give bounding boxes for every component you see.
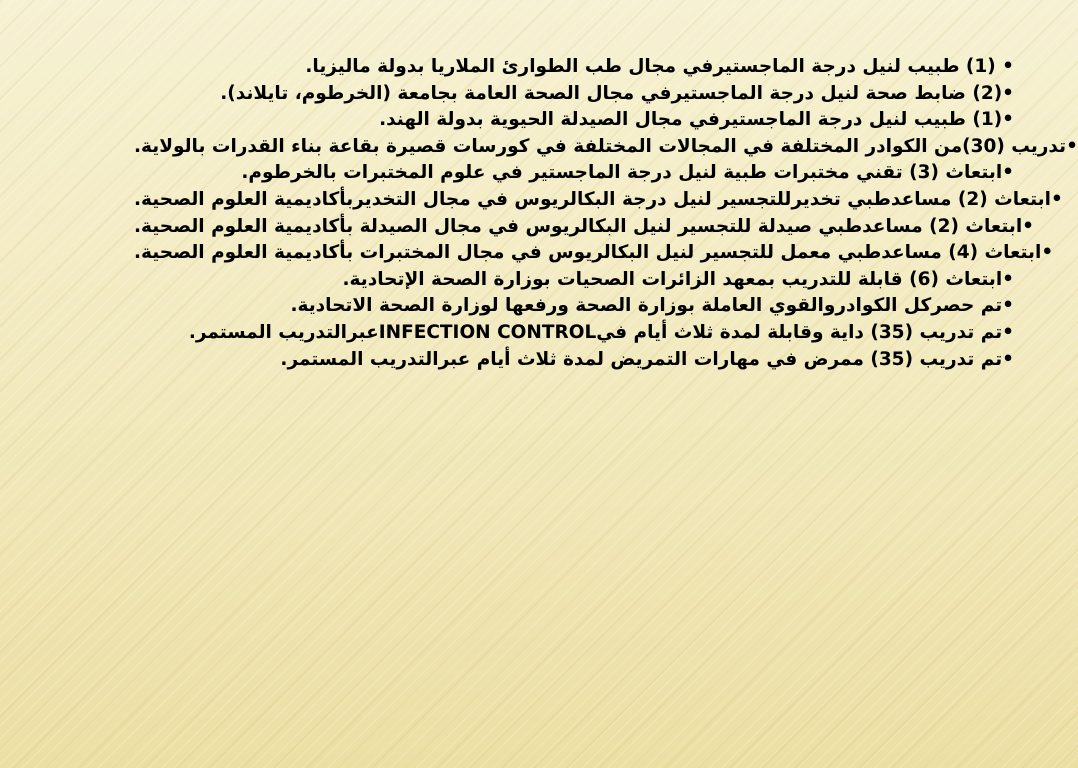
- list-item-text: •ابتعاث (4) مساعدطبي معمل للتجسير لنيل البكالريوس في مجال المختبرات بأكاديمية العلوم الصحية.: [134, 242, 1054, 264]
- list-item-text: • (1) طبيب لنيل درجة الماجستيرفي مجال طب الطوارئ الملاريا بدولة ماليزيا.: [305, 56, 1014, 77]
- list-item: [134, 267, 1014, 294]
- list-item: [134, 347, 1014, 374]
- list-item: [134, 134, 1078, 161]
- list-item-text: •تم تدريب (35) ممرض في مهارات التمريض لمدة ثلاث أيام عبرالتدريب المستمر.: [280, 348, 1014, 370]
- list-item: [134, 81, 1014, 108]
- list-item-text: •تم تدريب (35) داية وقابلة لمدة ثلاث أيام فيINFECTION CONTROLعبرالتدريب المستمر.: [188, 321, 1014, 343]
- bullet-list: [134, 54, 1078, 373]
- list-item-text: •ابتعاث (2) مساعدطبي تخديرللتجسير لنيل درجة البكالريوس في مجال التخديربأكاديمية العلوم الصحية.: [134, 188, 1063, 210]
- list-item: [134, 214, 1034, 241]
- list-item-text: •ابتعاث (6) قابلة للتدريب بمعهد الزائرات الصحيات بوزارة الصحة الإتحادية.: [342, 268, 1014, 290]
- list-item: [134, 160, 1014, 187]
- list-item-text: •ابتعاث (2) مساعدطبي صيدلة للتجسير لنيل البكالريوس في مجال الصيدلة بأكاديمية العلوم الصحية.: [134, 215, 1034, 237]
- list-item-text: •تدريب (30)من الكوادر المختلفة في المجالات المختلفة في كورسات قصيرة بقاعة بناء القدرات بالولاية.: [134, 135, 1078, 157]
- list-item: [134, 240, 1054, 267]
- list-item: [134, 107, 1014, 134]
- list-item-text: •ابتعاث (3) تقني مختبرات طبية لنيل درجة الماجستير في علوم المختبرات بالخرطوم.: [241, 162, 1014, 184]
- list-item-text: •(2) ضابط صحة لنيل درجة الماجستيرفي مجال الصحة العامة بجامعة (الخرطوم، تايلاند).: [220, 82, 1014, 104]
- list-item: [134, 187, 1063, 214]
- list-item-text: •(1) طبيب لنيل درجة الماجستيرفي مجال الصيدلة الحيوية بدولة الهند.: [379, 109, 1014, 131]
- list-item: [134, 54, 1014, 81]
- list-item-text: •تم حصركل الكوادروالقوي العاملة بوزارة الصحة ورفعها لوزارة الصحة الاتحادية.: [290, 295, 1014, 317]
- list-item: [134, 320, 1014, 347]
- list-item: [134, 293, 1014, 320]
